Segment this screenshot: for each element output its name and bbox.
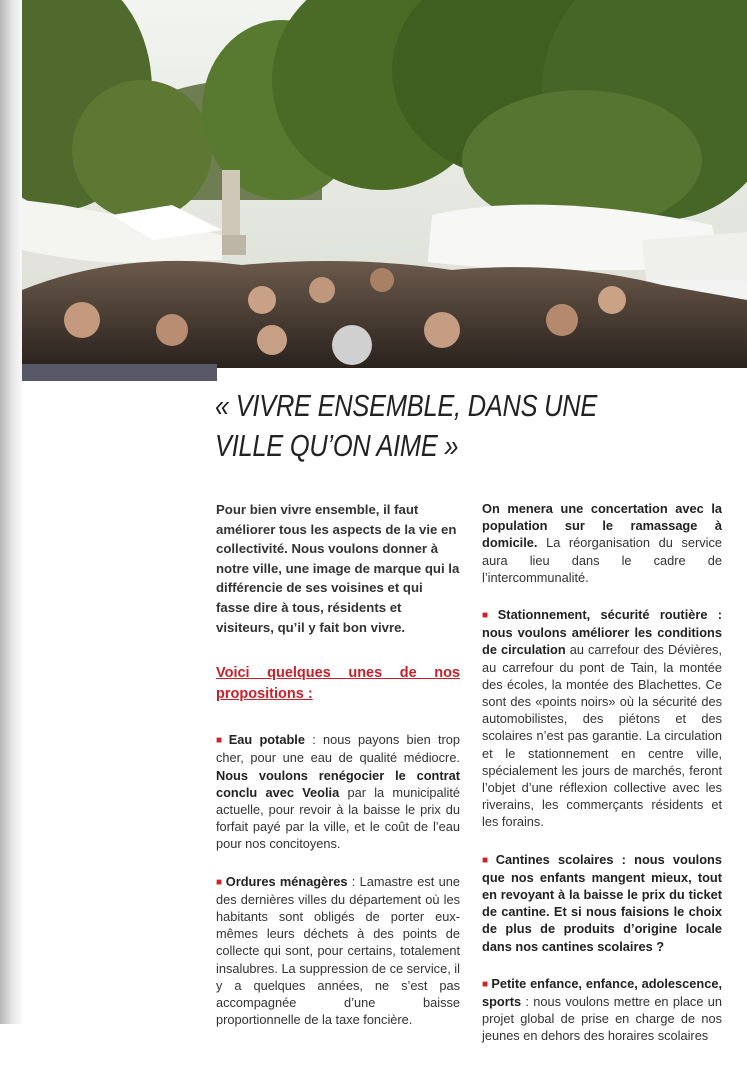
market-photo bbox=[22, 0, 747, 368]
intro-paragraph: Pour bien vivre ensemble, il faut améliorer tous les aspects de la vie en collectivité. Nous voulons donner à notre ville, une image de marque qui la différencie de ses voisines et qui fasse dire à tous, résidents et visiteurs, qu’il y fait bon vivre. bbox=[216, 502, 460, 635]
photo-caption-bar bbox=[22, 364, 217, 381]
left-column bbox=[216, 500, 460, 1048]
page-title: « VIVRE ENSEMBLE, DANS UNE VILLE QU’ON AIME » bbox=[215, 388, 598, 463]
page-binding-edge bbox=[0, 0, 22, 1024]
proposal-stationnement: ■ Stationnement, sécurité routière : nous voulons améliorer les conditions de circulation au carrefour des Dévières, au carrefour du pont de Tain, la montée des écoles, la montée des Blachettes. Ce sont des «points noirs» où la sécurité des automobilistes, des piétons et des scolaires n’est pas garantie. La circulation et le stationnement en centre ville, spécialement les jours de marchés, feront l’objet d’une réflexion collective avec les riverains, les commerçants résidents et les forains. bbox=[482, 607, 723, 830]
bullet-icon: ■ bbox=[482, 610, 495, 622]
bullet-icon: ■ bbox=[482, 854, 493, 866]
concertation-paragraph: On menera une concertation avec la population sur le ramassage à domicile. La réorganisation du service aura lieu dans le cadre de l’intercommunalité. bbox=[482, 501, 722, 585]
proposal-enfance: ■ Petite enfance, enfance, adolescence, sports : nous voulons mettre en place un projet global de prise en charge de nos jeunes en dehors des horaires scolaires bbox=[482, 975, 723, 1044]
right-column bbox=[482, 500, 722, 1065]
bullet-icon: ■ bbox=[482, 978, 489, 990]
bullet-icon: ■ bbox=[216, 876, 223, 888]
proposal-eau-potable: ■ Eau potable : nous payons bien trop cher, pour une eau de qualité médiocre. Nous voulons renégocier le contrat conclu avec Veolia par la municipalité actuelle, pour revoir à la baisse le prix du forfait payé par la ville, et le coût de l’eau pour nos concitoyens. bbox=[216, 732, 461, 852]
propositions-heading: Voici quelques unes de nos propositions : bbox=[216, 665, 460, 703]
bullet-icon: ■ bbox=[216, 735, 226, 747]
proposal-ordures: ■ Ordures ménagères : Lamastre est une des dernières villes du département où les habitants sont obligés de porter eux-mêmes leurs déchets à des points de collecte qui sont, pour certains, totalement insalubres. La suppression de ce service, il y a quelques années, ne s’est pas accompagnée d’une baisse proportionnelle de la taxe foncière. bbox=[216, 873, 461, 1028]
proposal-cantines: ■ Cantines scolaires : nous voulons que nos enfants mangent mieux, tout en revoyant à la baisse le prix du ticket de cantine. Et si nous faisions le choix de plus de produits d’origine locale dans nos cantines scolaires ? bbox=[482, 851, 722, 954]
